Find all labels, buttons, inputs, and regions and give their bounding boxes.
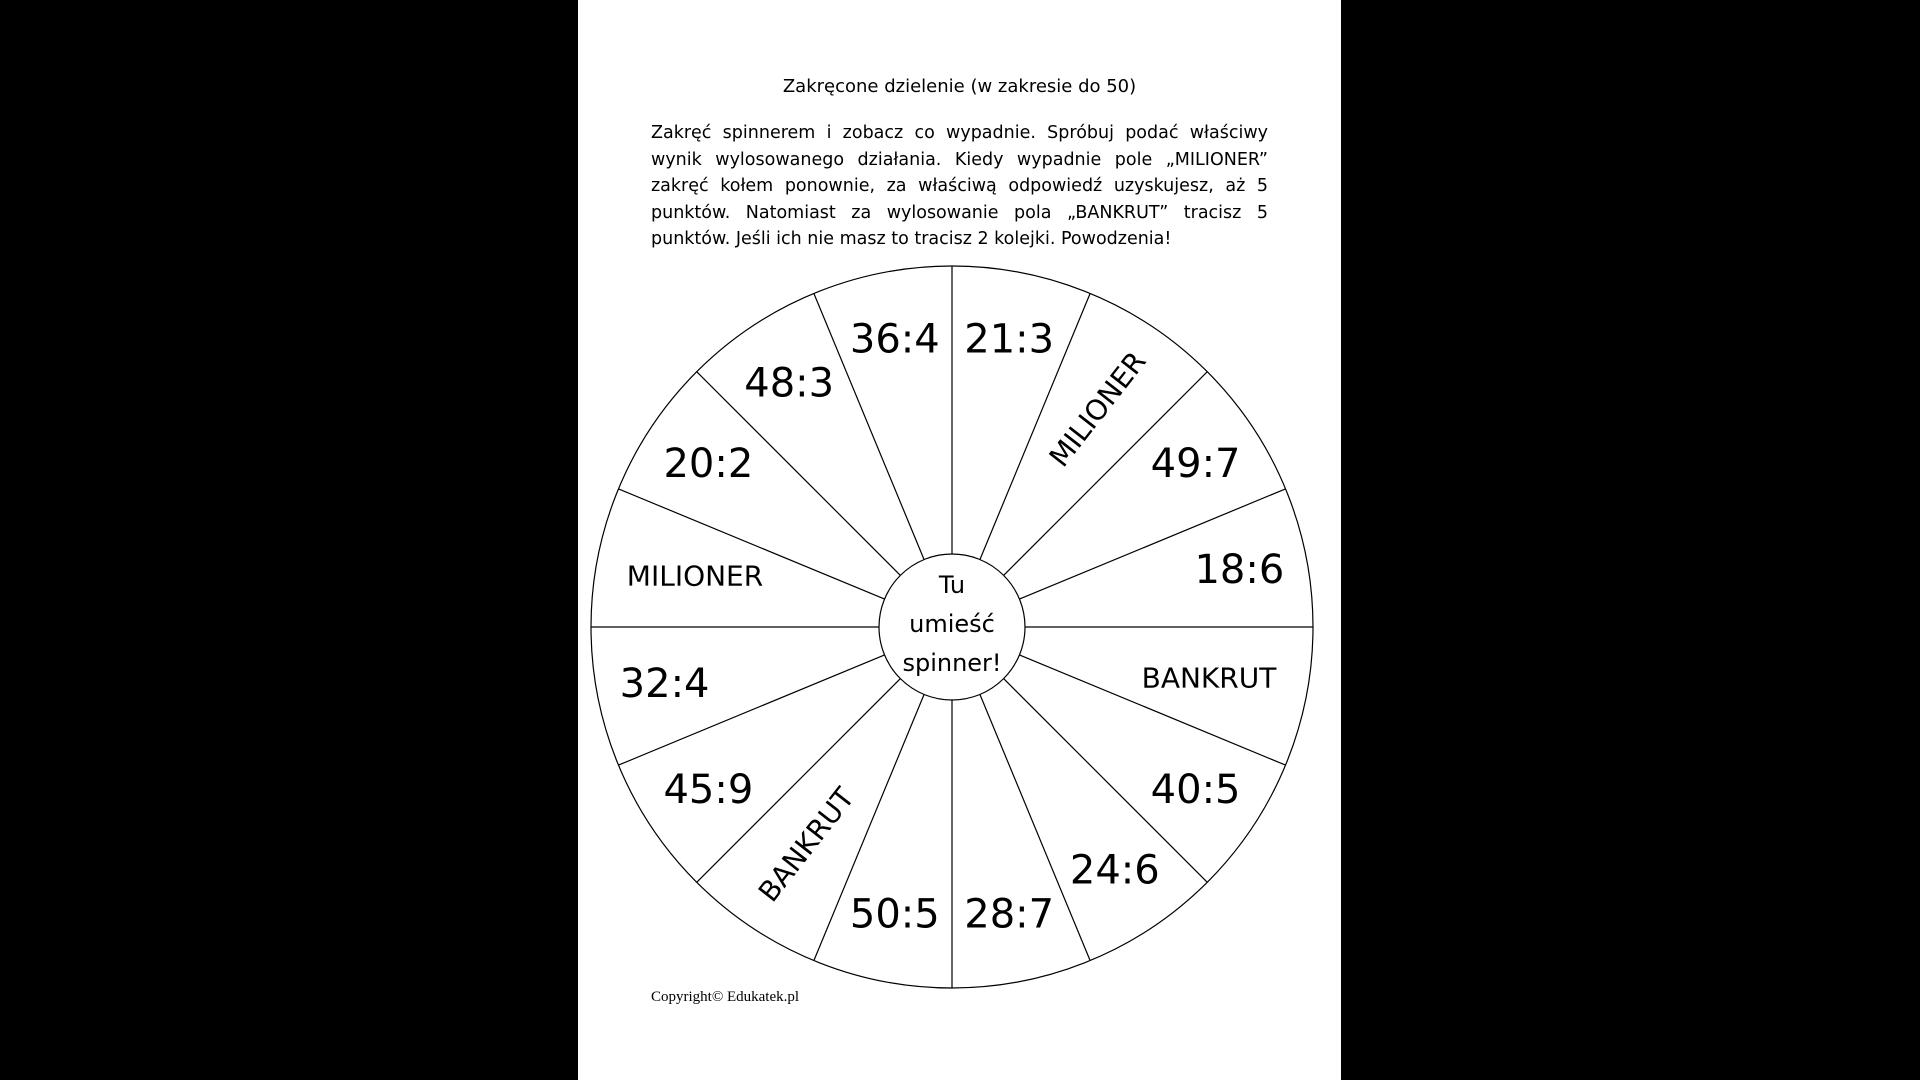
wheel-segment-label: 45:9 [663, 766, 754, 813]
center-label-line-2: umieść [909, 610, 995, 638]
center-label-line-3: spinner! [902, 649, 1002, 677]
wheel-segment-label: 21:3 [964, 316, 1055, 363]
wheel-segment-label: 20:2 [663, 441, 754, 488]
wheel-segment-label: BANKRUT [751, 781, 861, 909]
wheel-segment-label: 32:4 [619, 661, 710, 708]
worksheet-page [578, 0, 1341, 1080]
wheel-segment-label: 24:6 [1069, 847, 1160, 894]
wheel-segment-label: BANKRUT [1141, 661, 1277, 695]
spinner-wheel [578, 0, 1341, 1080]
wheel-segment-label: 50:5 [849, 891, 940, 938]
instructions-text: Zakręć spinnerem i zobacz co wypadnie. Spróbuj podać właściwy wynik wylosowanego działania. Kiedy wypadnie pole „MILIONER” zakręć kołem ponownie, za właściwą odpowiedź uzyskujesz, aż 5 punktów. Natomiast za wylosowanie pola „BANKRUT” tracisz 5 punktów. Jeśli ich nie masz to tracisz 2 kolejki. Powodzenia! [651, 123, 1268, 249]
worksheet-title: Zakręcone dzielenie (w zakresie do 50) [782, 76, 1137, 97]
wheel-segment-label: 49:7 [1150, 441, 1241, 488]
wheel-segment-label: MILIONER [1042, 345, 1153, 474]
wheel-segment-label: 40:5 [1150, 766, 1241, 813]
wheel-segment-label: MILIONER [626, 559, 764, 593]
wheel-segment-label: 48:3 [744, 360, 835, 407]
wheel-segment-label: 28:7 [964, 891, 1055, 938]
copyright-text: Copyright© Edukatek.pl [651, 989, 800, 1005]
wheel-segment-label: 36:4 [849, 316, 940, 363]
wheel-segment-label: 18:6 [1194, 546, 1285, 593]
center-label-line-1: Tu [938, 571, 966, 599]
